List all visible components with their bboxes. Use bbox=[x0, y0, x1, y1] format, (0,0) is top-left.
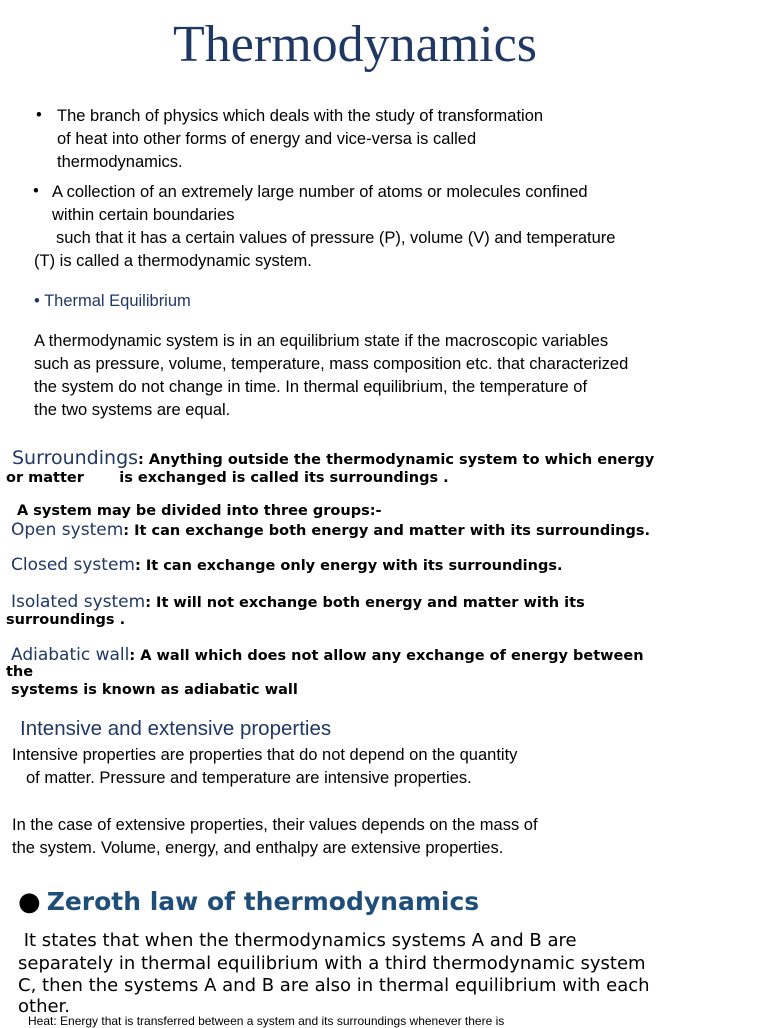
definition-text: : A wall which does not allow any exchange of energy between bbox=[129, 648, 644, 664]
bullet-dot: • bbox=[33, 182, 39, 200]
text-line: The branch of physics which deals with the study of transformation bbox=[57, 107, 544, 125]
page-title: Thermodynamics bbox=[173, 16, 537, 73]
definition-text: or matter is exchanged is called its surroundings . bbox=[6, 470, 449, 486]
closed-system-definition bbox=[11, 555, 563, 575]
text-line: within certain boundaries bbox=[52, 206, 235, 224]
section-heading-properties: Intensive and extensive properties bbox=[20, 717, 332, 740]
definition-text: systems is known as adiabatic wall bbox=[11, 682, 298, 698]
text-line: It states that when the thermodynamics systems A and B are bbox=[18, 930, 577, 951]
text-line: the system do not change in time. In thermal equilibrium, the temperature of bbox=[34, 378, 588, 396]
heading-text: Zeroth law of thermodynamics bbox=[46, 887, 480, 916]
text-line: (T) is called a thermodynamic system. bbox=[34, 252, 312, 270]
section-heading-zeroth-law bbox=[18, 884, 479, 920]
term-isolated-system: Isolated system bbox=[11, 592, 146, 612]
definition-text: the bbox=[6, 664, 34, 680]
term-surroundings: Surroundings bbox=[12, 447, 139, 469]
text-line: of heat into other forms of energy and vice-versa is called bbox=[57, 130, 477, 148]
definition-text: : It will not exchange both energy and matter with its bbox=[145, 595, 585, 611]
text-line: such as pressure, volume, temperature, mass composition etc. that characterized bbox=[34, 355, 629, 373]
definition-text: : It can exchange only energy with its surroundings. bbox=[134, 558, 563, 574]
text-line: the system. Volume, energy, and enthalpy are extensive properties. bbox=[12, 839, 504, 857]
adiabatic-wall-definition bbox=[11, 645, 644, 665]
isolated-system-definition bbox=[11, 592, 585, 612]
definition-text: : Anything outside the thermodynamic system to which energy bbox=[138, 452, 655, 468]
text-line: other. bbox=[18, 996, 71, 1017]
groups-intro: A system may be divided into three groups:- bbox=[17, 503, 382, 519]
text-line: thermodynamics. bbox=[57, 153, 183, 171]
term-adiabatic-wall: Adiabatic wall bbox=[11, 645, 130, 665]
text-line: such that it has a certain values of pressure (P), volume (V) and temperature bbox=[56, 229, 616, 247]
text-line: the two systems are equal. bbox=[34, 401, 231, 419]
text-line: A collection of an extremely large number of atoms or molecules confined bbox=[52, 183, 588, 201]
open-system-definition bbox=[11, 520, 650, 540]
section-heading-thermal-equilibrium: • Thermal Equilibrium bbox=[34, 292, 191, 310]
definition-text: surroundings . bbox=[6, 612, 126, 628]
text-line: separately in thermal equilibrium with a third thermodynamic system bbox=[18, 953, 646, 974]
text-line: Intensive properties are properties that do not depend on the quantity bbox=[12, 746, 518, 764]
text-line: In the case of extensive properties, their values depends on the mass of bbox=[12, 816, 538, 834]
bullet-dot: • bbox=[36, 106, 42, 124]
text-line: A thermodynamic system is in an equilibrium state if the macroscopic variables bbox=[34, 332, 609, 350]
definition-text: : It can exchange both energy and matter with its surroundings. bbox=[123, 523, 651, 539]
bullet-dot: ● bbox=[18, 887, 41, 917]
surroundings-definition bbox=[12, 447, 654, 469]
text-line: of matter. Pressure and temperature are intensive properties. bbox=[26, 769, 472, 787]
term-open-system: Open system bbox=[11, 520, 124, 540]
footnote: Heat: Energy that is transferred between a system and its surroundings whenever there is bbox=[28, 1014, 505, 1028]
term-closed-system: Closed system bbox=[11, 555, 135, 575]
text-line: C, then the systems A and B are also in thermal equilibrium with each bbox=[18, 975, 650, 996]
